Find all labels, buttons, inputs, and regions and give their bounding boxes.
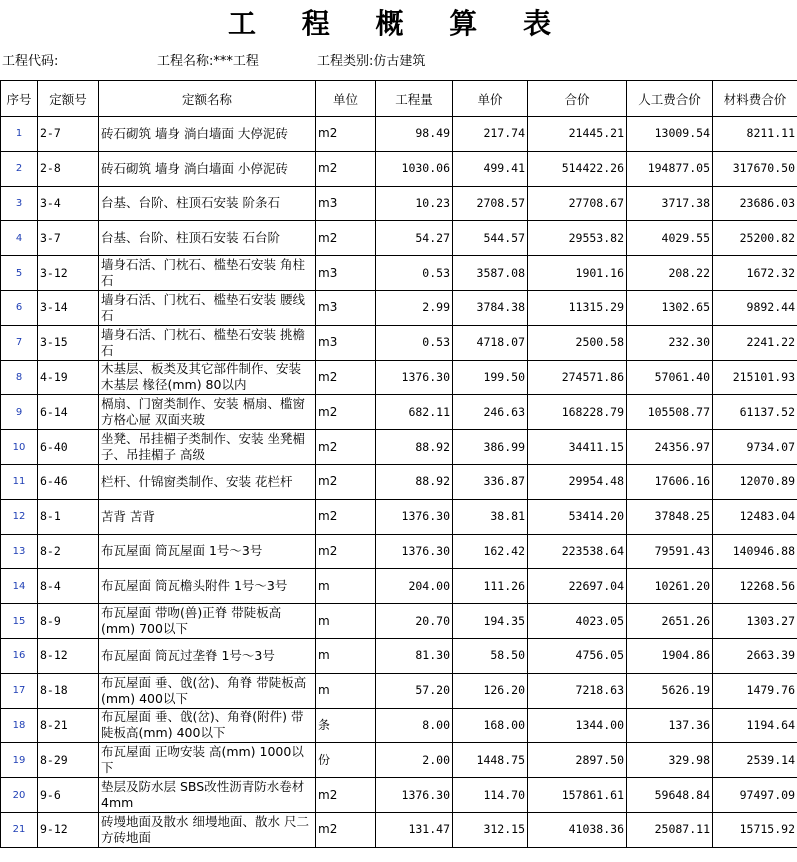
col-header-total: 合价	[528, 81, 627, 117]
row-name[interactable]: 布瓦屋面 正吻安装 高(mm) 1000以下	[99, 743, 316, 778]
row-total[interactable]: 22697.04	[528, 569, 627, 604]
row-no[interactable]: 16	[1, 638, 38, 673]
row-price[interactable]: 3587.08	[453, 256, 528, 291]
table-row[interactable]	[1, 464, 797, 499]
row-code[interactable]: 8-29	[38, 743, 99, 778]
table-row[interactable]	[1, 499, 797, 534]
row-total[interactable]: 223538.64	[528, 534, 627, 569]
row-total[interactable]: 7218.63	[528, 673, 627, 708]
project-code-label: 工程代码:	[2, 54, 59, 69]
row-no[interactable]: 18	[1, 708, 38, 743]
row-price[interactable]: 2708.57	[453, 186, 528, 221]
row-qty[interactable]: 81.30	[376, 638, 453, 673]
row-material[interactable]: 12483.04	[713, 499, 797, 534]
row-unit[interactable]: m	[316, 638, 376, 673]
row-price[interactable]: 499.41	[453, 151, 528, 186]
row-total[interactable]: 514422.26	[528, 151, 627, 186]
row-price[interactable]: 3784.38	[453, 290, 528, 325]
row-labor[interactable]: 37848.25	[627, 499, 713, 534]
col-header-name: 定额名称	[99, 81, 316, 117]
row-qty[interactable]: 1376.30	[376, 499, 453, 534]
row-material[interactable]: 25200.82	[713, 221, 797, 256]
row-name[interactable]: 栏杆、什锦窗类制作、安装 花栏杆	[99, 464, 316, 499]
row-qty[interactable]: 1030.06	[376, 151, 453, 186]
table-row[interactable]	[1, 430, 797, 465]
table-row[interactable]	[1, 604, 797, 639]
row-total[interactable]: 34411.15	[528, 430, 627, 465]
row-material[interactable]: 1479.76	[713, 673, 797, 708]
row-labor[interactable]: 329.98	[627, 743, 713, 778]
row-name[interactable]: 布瓦屋面 筒瓦檐头附件 1号～3号	[99, 569, 316, 604]
row-material[interactable]: 12070.89	[713, 464, 797, 499]
row-name[interactable]: 墙身石活、门枕石、槛垫石安装 角柱石	[99, 256, 316, 291]
row-no[interactable]: 8	[1, 360, 38, 395]
row-labor[interactable]: 1302.65	[627, 290, 713, 325]
table-row[interactable]	[1, 221, 797, 256]
col-header-material: 材料费合价	[713, 81, 797, 117]
row-unit[interactable]: m	[316, 569, 376, 604]
row-price[interactable]: 386.99	[453, 430, 528, 465]
row-name[interactable]: 垫层及防水层 SBS改性沥青防水卷材 4mm	[99, 778, 316, 813]
row-total[interactable]: 4023.05	[528, 604, 627, 639]
row-code[interactable]: 3-7	[38, 221, 99, 256]
row-unit[interactable]: m2	[316, 464, 376, 499]
row-code[interactable]: 3-15	[38, 325, 99, 360]
row-price[interactable]: 194.35	[453, 604, 528, 639]
row-qty[interactable]: 2.99	[376, 290, 453, 325]
row-name[interactable]: 砖墁地面及散水 细墁地面、散水 尺二方砖地面	[99, 812, 316, 847]
row-labor[interactable]: 57061.40	[627, 360, 713, 395]
project-name-label: 工程名称:***工程	[157, 54, 259, 69]
table-row[interactable]	[1, 395, 797, 430]
row-material[interactable]: 97497.09	[713, 778, 797, 813]
sheet-title: 工 程 概 算 表	[228, 7, 569, 40]
row-no[interactable]: 3	[1, 186, 38, 221]
row-labor[interactable]: 137.36	[627, 708, 713, 743]
row-labor[interactable]: 4029.55	[627, 221, 713, 256]
row-unit[interactable]: m2	[316, 499, 376, 534]
table-row[interactable]	[1, 290, 797, 325]
row-labor[interactable]: 17606.16	[627, 464, 713, 499]
row-no[interactable]: 12	[1, 499, 38, 534]
row-code[interactable]: 6-46	[38, 464, 99, 499]
row-material[interactable]: 8211.11	[713, 117, 797, 152]
row-no[interactable]: 6	[1, 290, 38, 325]
row-name[interactable]: 坐凳、吊挂楣子类制作、安装 坐凳楣子、吊挂楣子 高级	[99, 430, 316, 465]
row-price[interactable]: 199.50	[453, 360, 528, 395]
row-qty[interactable]: 0.53	[376, 325, 453, 360]
row-material[interactable]: 61137.52	[713, 395, 797, 430]
row-no[interactable]: 20	[1, 778, 38, 813]
row-unit[interactable]: 条	[316, 708, 376, 743]
row-unit[interactable]: m3	[316, 290, 376, 325]
table-row[interactable]	[1, 708, 797, 743]
row-name[interactable]: 槅扇、门窗类制作、安装 槅扇、槛窗方格心屉 双面夹玻	[99, 395, 316, 430]
row-material[interactable]: 12268.56	[713, 569, 797, 604]
row-price[interactable]: 111.26	[453, 569, 528, 604]
row-labor[interactable]: 13009.54	[627, 117, 713, 152]
row-no[interactable]: 1	[1, 117, 38, 152]
row-qty[interactable]: 20.70	[376, 604, 453, 639]
row-code[interactable]: 3-12	[38, 256, 99, 291]
col-header-unit: 单位	[316, 81, 376, 117]
row-code[interactable]: 2-8	[38, 151, 99, 186]
row-code[interactable]: 6-40	[38, 430, 99, 465]
row-total[interactable]: 29954.48	[528, 464, 627, 499]
row-material[interactable]: 2241.22	[713, 325, 797, 360]
row-price[interactable]: 38.81	[453, 499, 528, 534]
row-price[interactable]: 336.87	[453, 464, 528, 499]
row-qty[interactable]: 54.27	[376, 221, 453, 256]
row-code[interactable]: 3-4	[38, 186, 99, 221]
row-material[interactable]: 9734.07	[713, 430, 797, 465]
row-name[interactable]: 木基层、板类及其它部件制作、安装 木基层 椽径(mm) 80以内	[99, 360, 316, 395]
table-row[interactable]	[1, 360, 797, 395]
row-code[interactable]: 8-9	[38, 604, 99, 639]
row-no[interactable]: 5	[1, 256, 38, 291]
row-labor[interactable]: 25087.11	[627, 812, 713, 847]
row-name[interactable]: 墙身石活、门枕石、槛垫石安装 挑檐石	[99, 325, 316, 360]
table-row[interactable]	[1, 638, 797, 673]
row-total[interactable]: 29553.82	[528, 221, 627, 256]
row-price[interactable]: 246.63	[453, 395, 528, 430]
row-total[interactable]: 27708.67	[528, 186, 627, 221]
row-no[interactable]: 4	[1, 221, 38, 256]
row-code[interactable]: 8-18	[38, 673, 99, 708]
row-no[interactable]: 21	[1, 812, 38, 847]
table-row[interactable]	[1, 186, 797, 221]
table-row[interactable]	[1, 325, 797, 360]
row-unit[interactable]: m2	[316, 778, 376, 813]
table-body	[1, 117, 797, 848]
row-price[interactable]: 217.74	[453, 117, 528, 152]
row-code[interactable]: 8-21	[38, 708, 99, 743]
table-header-row	[1, 81, 797, 117]
row-total[interactable]: 157861.61	[528, 778, 627, 813]
row-labor[interactable]: 105508.77	[627, 395, 713, 430]
row-no[interactable]: 15	[1, 604, 38, 639]
row-material[interactable]: 9892.44	[713, 290, 797, 325]
table-row[interactable]	[1, 778, 797, 813]
row-name[interactable]: 布瓦屋面 筒瓦过垄脊 1号～3号	[99, 638, 316, 673]
row-material[interactable]: 2539.14	[713, 743, 797, 778]
row-labor[interactable]: 79591.43	[627, 534, 713, 569]
row-price[interactable]: 114.70	[453, 778, 528, 813]
row-material[interactable]: 15715.92	[713, 812, 797, 847]
col-header-code: 定额号	[38, 81, 99, 117]
row-labor[interactable]: 208.22	[627, 256, 713, 291]
row-material[interactable]: 1194.64	[713, 708, 797, 743]
row-material[interactable]: 140946.88	[713, 534, 797, 569]
col-header-price: 单价	[453, 81, 528, 117]
row-qty[interactable]: 2.00	[376, 743, 453, 778]
row-no[interactable]: 10	[1, 430, 38, 465]
row-material[interactable]: 1303.27	[713, 604, 797, 639]
row-total[interactable]: 53414.20	[528, 499, 627, 534]
row-no[interactable]: 9	[1, 395, 38, 430]
row-price[interactable]: 168.00	[453, 708, 528, 743]
row-name[interactable]: 布瓦屋面 筒瓦屋面 1号～3号	[99, 534, 316, 569]
row-code[interactable]: 4-19	[38, 360, 99, 395]
row-unit[interactable]: 份	[316, 743, 376, 778]
row-total[interactable]: 41038.36	[528, 812, 627, 847]
row-total[interactable]: 2897.50	[528, 743, 627, 778]
row-name[interactable]: 台基、台阶、柱顶石安装 阶条石	[99, 186, 316, 221]
row-price[interactable]: 58.50	[453, 638, 528, 673]
row-qty[interactable]: 0.53	[376, 256, 453, 291]
row-labor[interactable]: 2651.26	[627, 604, 713, 639]
row-qty[interactable]: 204.00	[376, 569, 453, 604]
row-no[interactable]: 14	[1, 569, 38, 604]
row-qty[interactable]: 8.00	[376, 708, 453, 743]
row-unit[interactable]: m2	[316, 812, 376, 847]
row-code[interactable]: 8-12	[38, 638, 99, 673]
row-price[interactable]: 544.57	[453, 221, 528, 256]
table-row[interactable]	[1, 534, 797, 569]
table-row[interactable]	[1, 117, 797, 152]
row-qty[interactable]: 98.49	[376, 117, 453, 152]
row-labor[interactable]: 1904.86	[627, 638, 713, 673]
row-qty[interactable]: 1376.30	[376, 534, 453, 569]
row-unit[interactable]: m2	[316, 360, 376, 395]
row-unit[interactable]: m2	[316, 151, 376, 186]
row-material[interactable]: 23686.03	[713, 186, 797, 221]
row-name[interactable]: 布瓦屋面 带吻(兽)正脊 带陡板高(mm) 700以下	[99, 604, 316, 639]
row-qty[interactable]: 88.92	[376, 464, 453, 499]
row-total[interactable]: 11315.29	[528, 290, 627, 325]
row-name[interactable]: 砖石砌筑 墙身 淌白墙面 小停泥砖	[99, 151, 316, 186]
row-price[interactable]: 4718.07	[453, 325, 528, 360]
row-unit[interactable]: m2	[316, 430, 376, 465]
table-row[interactable]	[1, 151, 797, 186]
row-total[interactable]: 168228.79	[528, 395, 627, 430]
row-labor[interactable]: 194877.05	[627, 151, 713, 186]
row-total[interactable]: 2500.58	[528, 325, 627, 360]
row-unit[interactable]: m	[316, 673, 376, 708]
row-price[interactable]: 1448.75	[453, 743, 528, 778]
row-labor[interactable]: 59648.84	[627, 778, 713, 813]
row-code[interactable]: 2-7	[38, 117, 99, 152]
row-material[interactable]: 2663.39	[713, 638, 797, 673]
row-no[interactable]: 2	[1, 151, 38, 186]
row-qty[interactable]: 57.20	[376, 673, 453, 708]
row-code[interactable]: 3-14	[38, 290, 99, 325]
row-no[interactable]: 13	[1, 534, 38, 569]
row-labor[interactable]: 24356.97	[627, 430, 713, 465]
row-qty[interactable]: 1376.30	[376, 778, 453, 813]
estimate-table	[0, 80, 797, 848]
row-labor[interactable]: 232.30	[627, 325, 713, 360]
row-total[interactable]: 1344.00	[528, 708, 627, 743]
row-code[interactable]: 6-14	[38, 395, 99, 430]
row-name[interactable]: 布瓦屋面 垂、戗(岔)、角脊 带陡板高(mm) 400以下	[99, 673, 316, 708]
row-name[interactable]: 墙身石活、门枕石、槛垫石安装 腰线石	[99, 290, 316, 325]
row-labor[interactable]: 5626.19	[627, 673, 713, 708]
row-qty[interactable]: 682.11	[376, 395, 453, 430]
table-row[interactable]	[1, 673, 797, 708]
row-price[interactable]: 312.15	[453, 812, 528, 847]
table-row[interactable]	[1, 256, 797, 291]
row-unit[interactable]: m3	[316, 325, 376, 360]
row-code[interactable]: 8-2	[38, 534, 99, 569]
row-qty[interactable]: 131.47	[376, 812, 453, 847]
row-code[interactable]: 9-6	[38, 778, 99, 813]
row-material[interactable]: 317670.50	[713, 151, 797, 186]
row-labor[interactable]: 10261.20	[627, 569, 713, 604]
row-unit[interactable]: m2	[316, 221, 376, 256]
row-unit[interactable]: m2	[316, 395, 376, 430]
row-no[interactable]: 11	[1, 464, 38, 499]
row-code[interactable]: 9-12	[38, 812, 99, 847]
row-qty[interactable]: 10.23	[376, 186, 453, 221]
row-no[interactable]: 17	[1, 673, 38, 708]
row-name[interactable]: 台基、台阶、柱顶石安装 石台阶	[99, 221, 316, 256]
col-header-no: 序号	[1, 81, 38, 117]
row-material[interactable]: 215101.93	[713, 360, 797, 395]
row-material[interactable]: 1672.32	[713, 256, 797, 291]
row-name[interactable]: 砖石砌筑 墙身 淌白墙面 大停泥砖	[99, 117, 316, 152]
row-total[interactable]: 4756.05	[528, 638, 627, 673]
row-unit[interactable]: m3	[316, 256, 376, 291]
table-row[interactable]	[1, 743, 797, 778]
row-total[interactable]: 21445.21	[528, 117, 627, 152]
table-row[interactable]	[1, 569, 797, 604]
col-header-labor: 人工费合价	[627, 81, 713, 117]
row-labor[interactable]: 3717.38	[627, 186, 713, 221]
row-total[interactable]: 1901.16	[528, 256, 627, 291]
row-qty[interactable]: 1376.30	[376, 360, 453, 395]
row-code[interactable]: 8-4	[38, 569, 99, 604]
row-price[interactable]: 126.20	[453, 673, 528, 708]
row-unit[interactable]: m3	[316, 186, 376, 221]
table-row[interactable]	[1, 812, 797, 847]
row-no[interactable]: 19	[1, 743, 38, 778]
row-no[interactable]: 7	[1, 325, 38, 360]
row-name[interactable]: 布瓦屋面 垂、戗(岔)、角脊(附件) 带陡板高(mm) 400以下	[99, 708, 316, 743]
row-unit[interactable]: m	[316, 604, 376, 639]
row-unit[interactable]: m2	[316, 534, 376, 569]
row-name[interactable]: 苫背 苫背	[99, 499, 316, 534]
row-qty[interactable]: 88.92	[376, 430, 453, 465]
col-header-qty: 工程量	[376, 81, 453, 117]
row-price[interactable]: 162.42	[453, 534, 528, 569]
row-code[interactable]: 8-1	[38, 499, 99, 534]
row-unit[interactable]: m2	[316, 117, 376, 152]
project-type-label: 工程类别:仿古建筑	[317, 54, 426, 69]
row-total[interactable]: 274571.86	[528, 360, 627, 395]
